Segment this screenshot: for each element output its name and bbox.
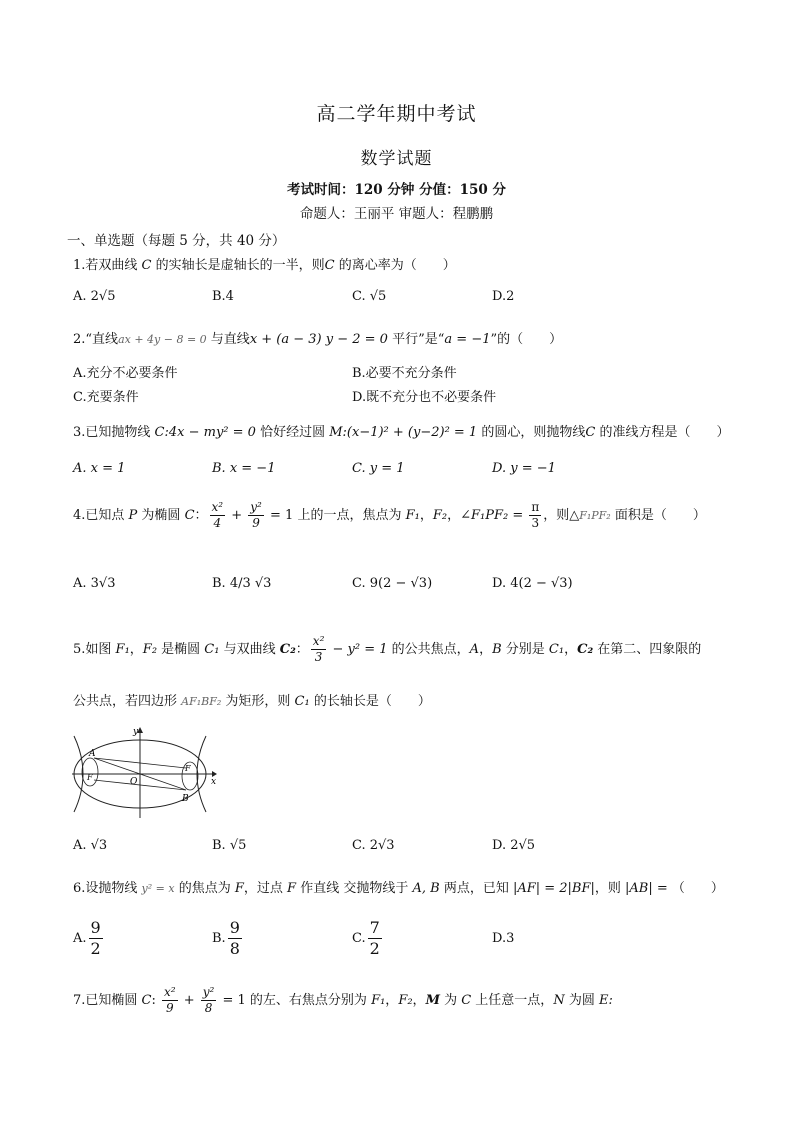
q4-stem-f: ，则△ bbox=[543, 508, 580, 523]
q3-eq-1: C:4x − my² = 0 bbox=[154, 425, 256, 440]
q4-frac-x-den: 4 bbox=[213, 516, 222, 530]
q4-eq-tail: = 1 bbox=[265, 508, 294, 523]
q5-option-c: C. 2√3 bbox=[352, 838, 395, 853]
q2-stem-b: 与直线 bbox=[206, 332, 250, 347]
question-2 bbox=[73, 328, 562, 347]
question-3 bbox=[73, 421, 729, 440]
q5-option-a: A. √3 bbox=[73, 838, 108, 853]
q7-f2: F₂ bbox=[398, 993, 413, 1008]
q7-eq-tail: = 1 bbox=[218, 993, 246, 1008]
q6-f: F bbox=[234, 881, 244, 896]
q5-l1-i: ， bbox=[564, 642, 578, 657]
q6-stem-b: 的焦点为 bbox=[174, 881, 235, 896]
q5-l2-c: 的长轴长是（ ） bbox=[309, 694, 431, 709]
q3-stem-c: 的圆心，则抛物线 bbox=[477, 425, 586, 440]
q6-b-num: 9 bbox=[229, 918, 240, 937]
q2-option-c: C.充要条件 bbox=[73, 390, 139, 405]
q6-c-den: 2 bbox=[369, 939, 380, 958]
q7-stem-a: 7.已知椭圆 bbox=[73, 993, 142, 1008]
q4-f1: F₁ bbox=[405, 508, 420, 523]
q5-l1-b: ， bbox=[129, 642, 143, 657]
q1-stem-c: 的离心率为（ ） bbox=[334, 258, 456, 273]
question-4 bbox=[73, 500, 706, 531]
q5-l1-d: 与双曲线 bbox=[219, 642, 280, 657]
q7-stem-g: 为圆 bbox=[564, 993, 599, 1008]
q4-stem-a: 4.已知点 bbox=[73, 508, 129, 523]
q5-l1-f: 的公共焦点， bbox=[387, 642, 470, 657]
q7-var-c: C bbox=[141, 993, 152, 1008]
question-7 bbox=[73, 985, 613, 1016]
q2-option-b: B.必要不充分条件 bbox=[352, 366, 457, 381]
q7-e: E: bbox=[598, 993, 613, 1008]
q1-option-a: A. 2√5 bbox=[73, 289, 116, 304]
q2-eq-2: x + (a − 3) y − 2 = 0 bbox=[249, 332, 388, 347]
q6-b-prefix: B. bbox=[212, 931, 226, 946]
q3-option-a: A. x = 1 bbox=[73, 461, 126, 476]
q7-stem-c: 的左、右焦点分别为 bbox=[245, 993, 372, 1008]
q5-l1-c: 是椭圆 bbox=[157, 642, 205, 657]
q4-pi-num: π bbox=[531, 500, 540, 514]
q6-option-c bbox=[352, 918, 384, 959]
q5-f1: F₁ bbox=[115, 642, 130, 657]
q7-stem-e: 为 bbox=[439, 993, 462, 1008]
q5-figure bbox=[70, 724, 218, 820]
q2-eq-3: a = −1 bbox=[444, 332, 491, 347]
q5-frac bbox=[311, 634, 327, 665]
q4-frac-x-num: x² bbox=[211, 500, 224, 514]
q5-option-d: D. 2√5 bbox=[492, 838, 536, 853]
q7-stem-f: 上任意一点， bbox=[471, 993, 554, 1008]
q3-stem-b: 恰好经过圆 bbox=[255, 425, 330, 440]
q6-option-a bbox=[73, 918, 105, 959]
q5-c2: C₂ bbox=[279, 642, 296, 657]
q4-var-c: C bbox=[184, 508, 195, 523]
q7-n: N bbox=[553, 993, 565, 1008]
q1-stem-b: 的实轴长是虚轴长的一半，则 bbox=[151, 258, 325, 273]
q4-option-a: A. 3√3 bbox=[73, 576, 116, 591]
q6-a-den: 2 bbox=[90, 939, 101, 958]
section-heading: 一、单选题（每题 5 分，共 40 分） bbox=[67, 233, 286, 249]
label-f1: F bbox=[87, 773, 93, 782]
q6-b-den: 8 bbox=[229, 939, 240, 958]
q6-eq-1: y² = x bbox=[141, 882, 175, 895]
q5-option-b: B. √5 bbox=[212, 838, 247, 853]
question-5-line-2 bbox=[73, 690, 431, 709]
q7-plus: + bbox=[179, 993, 199, 1008]
q3-stem-d: 的准线方程是（ ） bbox=[595, 425, 730, 440]
q6-b-frac bbox=[228, 918, 242, 959]
q6-eq-3: |AB| = bbox=[625, 881, 672, 896]
exam-title: 高二学年期中考试 bbox=[316, 103, 477, 125]
q7-m: M bbox=[425, 993, 440, 1008]
q7-frac-y-den: 8 bbox=[204, 1001, 213, 1015]
q6-a-frac bbox=[89, 918, 103, 959]
q7-frac-y-num: y² bbox=[202, 985, 215, 999]
q4-frac-y-num: y² bbox=[250, 500, 262, 514]
q1-option-b: B.4 bbox=[212, 289, 234, 304]
q3-var-c: C bbox=[585, 425, 596, 440]
q7-frac-y bbox=[201, 985, 217, 1016]
q4-stem-b: 为椭圆 bbox=[137, 508, 185, 523]
q2-stem-c: 平行”是“ bbox=[387, 332, 445, 347]
q4-stem-c: ： bbox=[194, 508, 208, 523]
q4-pi-den: 3 bbox=[531, 516, 540, 530]
q5-l2-b: 为矩形，则 bbox=[221, 694, 295, 709]
q6-option-d: D.3 bbox=[492, 931, 515, 946]
q7-stem-b: : bbox=[151, 993, 161, 1008]
q5-pt-b: B bbox=[492, 642, 502, 657]
label-o: O bbox=[130, 777, 138, 787]
q4-stem-g: 面积是（ ） bbox=[610, 508, 706, 523]
q5-frac-num: x² bbox=[312, 634, 325, 648]
q6-option-b bbox=[212, 918, 244, 959]
q4-triangle: F₁PF₂ bbox=[579, 509, 611, 522]
q4-frac-y-den: 9 bbox=[252, 516, 260, 530]
q7-frac-x-num: x² bbox=[164, 985, 176, 999]
q7-sep: ， bbox=[385, 993, 399, 1008]
label-f2: F bbox=[185, 764, 191, 773]
subject-title: 数学试题 bbox=[360, 149, 433, 169]
q6-stem-f: ，则 bbox=[594, 881, 626, 896]
q5-quad: AF₁BF₂ bbox=[181, 695, 222, 708]
q6-c-frac bbox=[368, 918, 382, 959]
q3-option-c: C. y = 1 bbox=[352, 461, 405, 476]
q5-l2-a: 公共点，若四边形 bbox=[73, 694, 182, 709]
q6-f2: F bbox=[287, 881, 297, 896]
q5-l2-c1: C₁ bbox=[294, 694, 310, 709]
q6-c-num: 7 bbox=[369, 918, 380, 937]
q4-f2: F₂ bbox=[432, 508, 448, 523]
q7-c2: C bbox=[461, 993, 472, 1008]
q4-frac-pi bbox=[529, 500, 541, 531]
q4-var-p: P bbox=[128, 508, 138, 523]
q4-plus: + bbox=[227, 508, 247, 523]
q6-stem-d: 作直线 交抛物线于 bbox=[296, 881, 413, 896]
question-5-line-1 bbox=[73, 634, 701, 665]
label-y: y bbox=[133, 727, 139, 737]
q5-l1-e: ： bbox=[295, 642, 309, 657]
question-6 bbox=[73, 877, 724, 896]
exam-info: 考试时间：120 分钟 分值：150 分 bbox=[287, 182, 506, 198]
q6-eq-2: |AF| = 2|BF| bbox=[512, 881, 595, 896]
q4-option-c: C. 9(2 − √3) bbox=[352, 576, 433, 591]
q3-stem-a: 3.已知抛物线 bbox=[73, 425, 155, 440]
q4-sep: ， bbox=[419, 508, 433, 523]
q4-stem-d: 上的一点，焦点为 bbox=[293, 508, 406, 523]
q7-f1: F₁ bbox=[371, 993, 386, 1008]
q3-option-b: B. x = −1 bbox=[212, 461, 276, 476]
q5-eq: − y² = 1 bbox=[328, 642, 388, 657]
q4-frac-y bbox=[248, 500, 264, 531]
q6-stem-a: 6.设抛物线 bbox=[73, 881, 142, 896]
q6-a-num: 9 bbox=[90, 918, 101, 937]
q6-stem-g: （ ） bbox=[671, 881, 724, 896]
exam-authors: 命题人：王丽平 审题人：程鹏鹏 bbox=[299, 206, 494, 222]
q3-option-d: D. y = −1 bbox=[492, 461, 556, 476]
q4-option-d: D. 4(2 − √3) bbox=[492, 576, 573, 591]
q5-l1-a: 5.如图 bbox=[73, 642, 116, 657]
q4-stem-e: ， bbox=[447, 508, 461, 523]
q4-angle: ∠F₁PF₂ = bbox=[460, 508, 528, 523]
q6-ab: A, B bbox=[412, 881, 440, 896]
q5-l1-g: ， bbox=[479, 642, 493, 657]
q5-l1-h: 分别是 bbox=[501, 642, 549, 657]
q1-option-d: D.2 bbox=[492, 289, 515, 304]
q5-f2: F₂ bbox=[142, 642, 158, 657]
q7-stem-d: ， bbox=[412, 993, 426, 1008]
q6-a-prefix: A. bbox=[73, 931, 87, 946]
q4-frac-x bbox=[210, 500, 226, 531]
q4-option-b: B. 4/3 √3 bbox=[212, 576, 272, 591]
q5-l1-j: 在第二、四象限的 bbox=[593, 642, 702, 657]
q6-stem-c: ，过点 bbox=[243, 881, 288, 896]
q1-var-c2: C bbox=[324, 258, 335, 273]
q7-frac-x-den: 9 bbox=[165, 1001, 174, 1015]
q2-option-a: A.充分不必要条件 bbox=[73, 366, 178, 381]
q2-stem-a: 2.“直线 bbox=[73, 332, 119, 347]
q6-c-prefix: C. bbox=[352, 931, 366, 946]
q5-frac-den: 3 bbox=[314, 650, 323, 664]
label-x: x bbox=[211, 777, 217, 787]
label-b: B bbox=[182, 794, 189, 804]
q3-eq-2: M:(x−1)² + (y−2)² = 1 bbox=[329, 425, 478, 440]
q2-eq-1: ax + 4y − 8 = 0 bbox=[118, 333, 207, 346]
q7-frac-x bbox=[162, 985, 178, 1016]
q2-option-d: D.既不充分也不必要条件 bbox=[352, 390, 497, 405]
question-1 bbox=[73, 254, 456, 273]
label-a: A bbox=[89, 749, 96, 759]
q6-stem-e: 两点，已知 bbox=[439, 881, 513, 896]
q1-var-c: C bbox=[141, 258, 152, 273]
q1-stem-a: 1.若双曲线 bbox=[73, 258, 142, 273]
q2-stem-d: ”的（ ） bbox=[490, 332, 563, 347]
q5-c1: C₁ bbox=[204, 642, 220, 657]
q5-c1b: C₁ bbox=[548, 642, 565, 657]
q1-option-c: C. √5 bbox=[352, 289, 387, 304]
q5-c2b: C₂ bbox=[577, 642, 594, 657]
q5-pt-a: A bbox=[469, 642, 480, 657]
